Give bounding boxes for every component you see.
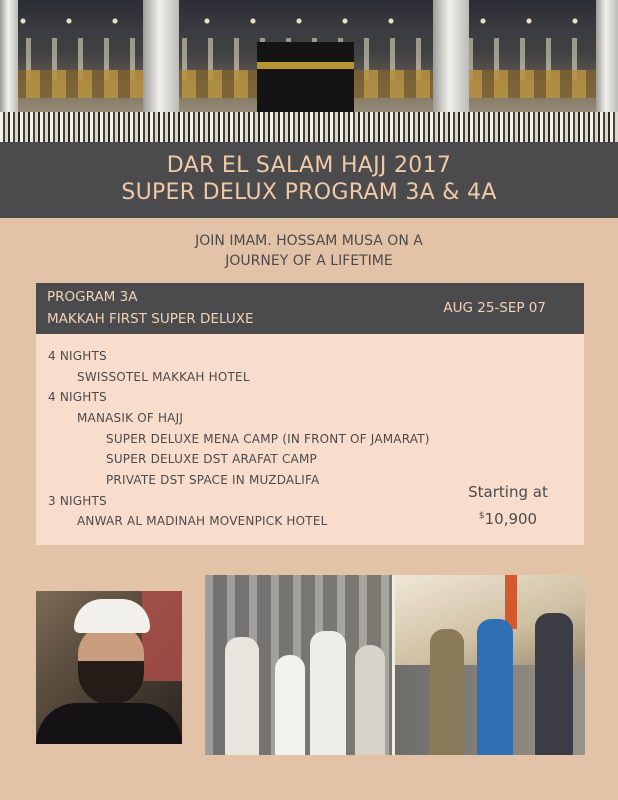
program-details xyxy=(36,334,584,545)
pilgrims-group-photo xyxy=(205,575,585,755)
photo-person xyxy=(535,613,573,755)
price-label: Starting at xyxy=(468,483,548,501)
title-band xyxy=(0,142,618,218)
itinerary-item: SUPER DELUXE DST ARAFAT CAMP xyxy=(106,452,317,466)
portrait-background xyxy=(142,591,182,681)
portrait-robe xyxy=(36,703,182,744)
program-dates: AUG 25-SEP 07 xyxy=(443,300,546,316)
itinerary-item: ANWAR AL MADINAH MOVENPICK HOTEL xyxy=(77,514,328,528)
program-header xyxy=(36,283,584,334)
subtitle-line-1: JOIN IMAM. HOSSAM MUSA ON A xyxy=(195,233,423,249)
kaaba xyxy=(257,42,354,118)
price-amount: 10,900 xyxy=(484,510,538,528)
program-name: MAKKAH FIRST SUPER DELUXE xyxy=(47,311,254,327)
photo-person xyxy=(225,637,259,755)
itinerary-item: SWISSOTEL MAKKAH HOTEL xyxy=(77,370,250,384)
kaaba-gold-band xyxy=(257,62,354,69)
photo-person xyxy=(275,655,305,755)
price-currency: $ xyxy=(478,511,485,521)
photo-person xyxy=(310,631,346,755)
itinerary-item: MANASIK OF HAJJ xyxy=(77,411,184,425)
portrait-beard xyxy=(78,661,144,705)
itinerary-item: 3 NIGHTS xyxy=(48,494,107,508)
photo-divider xyxy=(392,575,395,755)
program-code: PROGRAM 3A xyxy=(47,289,138,305)
itinerary-item: SUPER DELUXE MENA CAMP (IN FRONT OF JAMARAT) xyxy=(106,432,430,446)
hero-lights xyxy=(0,10,618,40)
photo-person xyxy=(477,619,513,755)
itinerary-item: 4 NIGHTS xyxy=(48,349,107,363)
photo-person xyxy=(355,645,385,755)
title-line-2: SUPER DELUX PROGRAM 3A & 4A xyxy=(121,180,497,205)
portrait-cap xyxy=(74,599,150,633)
itinerary-item: 4 NIGHTS xyxy=(48,390,107,404)
price-block xyxy=(460,482,556,529)
photo-person xyxy=(430,629,464,755)
hero-crowd xyxy=(0,112,618,142)
imam-portrait-photo xyxy=(36,591,182,744)
price-line xyxy=(460,506,556,529)
title-line-1: DAR EL SALAM HAJJ 2017 xyxy=(166,153,452,178)
kaaba-hero-photo xyxy=(0,0,618,142)
itinerary-item: PRIVATE DST SPACE IN MUZDALIFA xyxy=(106,473,320,487)
subtitle-line-2: JOURNEY OF A LIFETIME xyxy=(225,253,393,269)
